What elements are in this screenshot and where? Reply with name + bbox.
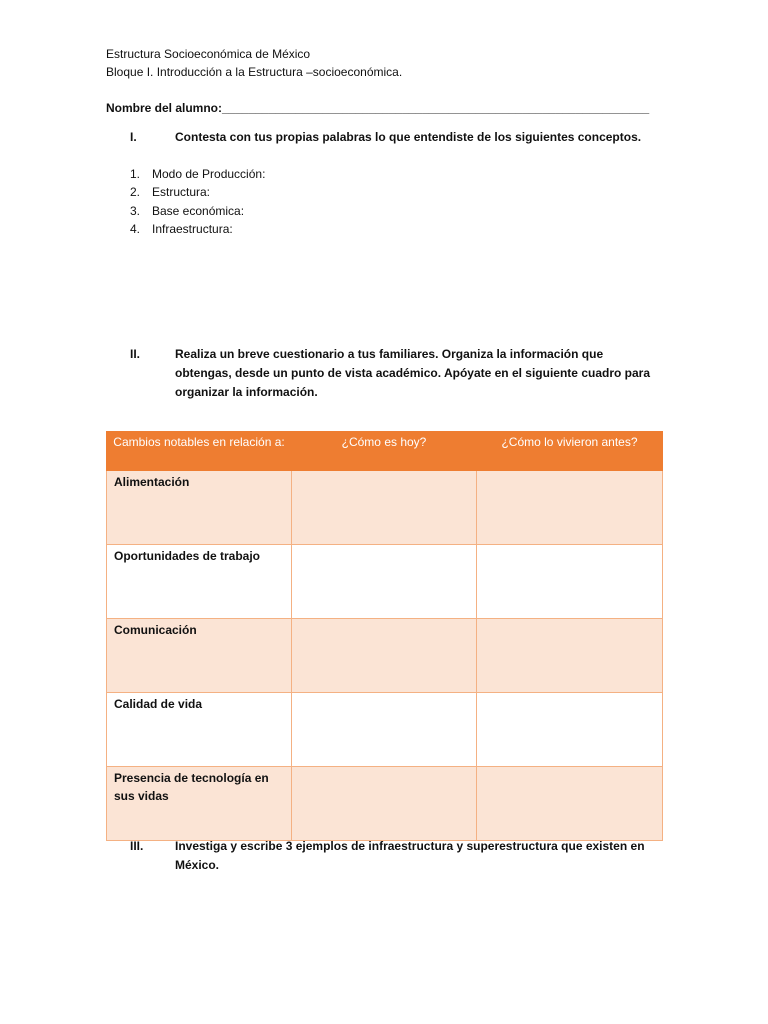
- concept-number: 2.: [130, 185, 141, 199]
- answer-cell-before[interactable]: [477, 693, 663, 767]
- section-1-numeral: I.: [130, 130, 137, 144]
- table-header-row: [107, 432, 663, 471]
- section-1-instruction: Contesta con tus propias palabras lo que entendiste de los siguientes conceptos.: [175, 130, 642, 144]
- answer-cell-today[interactable]: [292, 545, 477, 619]
- row-label: Calidad de vida: [107, 693, 292, 767]
- row-label: Comunicación: [107, 619, 292, 693]
- answer-cell-today[interactable]: [292, 767, 477, 841]
- section-2-numeral: II.: [130, 347, 141, 361]
- concept-item: [130, 165, 265, 183]
- answer-cell-today[interactable]: [292, 619, 477, 693]
- table-row: [107, 693, 663, 767]
- answer-cell-today[interactable]: [292, 471, 477, 545]
- concept-item: [130, 202, 244, 220]
- answer-cell-before[interactable]: [477, 619, 663, 693]
- table-row: [107, 767, 663, 841]
- row-label: Oportunidades de trabajo: [107, 545, 292, 619]
- answer-cell-before[interactable]: [477, 471, 663, 545]
- concept-number: 3.: [130, 204, 141, 218]
- answer-cell-before[interactable]: [477, 545, 663, 619]
- answer-cell-before[interactable]: [477, 767, 663, 841]
- block-title: Bloque I. Introducción a la Estructura –socioeconómica.: [106, 65, 403, 79]
- table-header-cell: ¿Cómo lo vivieron antes?: [477, 432, 663, 471]
- concept-label: Infraestructura:: [152, 222, 233, 236]
- table-row: [107, 619, 663, 693]
- section-3-instruction: Investiga y escribe 3 ejemplos de infraestructura y superestructura que existen en México.: [175, 839, 645, 872]
- section-3-numeral: III.: [130, 839, 144, 853]
- table-row: [107, 545, 663, 619]
- table-row: [107, 471, 663, 545]
- concept-number: 1.: [130, 167, 141, 181]
- concept-label: Modo de Producción:: [152, 167, 266, 181]
- survey-table: [106, 431, 663, 841]
- concept-number: 4.: [130, 222, 141, 236]
- answer-cell-today[interactable]: [292, 693, 477, 767]
- course-title: Estructura Socioeconómica de México: [106, 47, 311, 61]
- concept-item: [130, 183, 210, 201]
- table-header-cell: ¿Cómo es hoy?: [292, 432, 477, 471]
- concept-item: [130, 220, 233, 238]
- row-label: Alimentación: [107, 471, 292, 545]
- student-name-line: Nombre del alumno:________________________________________________________________: [106, 101, 650, 115]
- table-header-cell: Cambios notables en relación a:: [107, 432, 292, 471]
- row-label: Presencia de tecnología en sus vidas: [107, 767, 292, 841]
- concept-label: Estructura:: [152, 185, 211, 199]
- section-2-instruction: Realiza un breve cuestionario a tus familiares. Organiza la información que obtengas, desde un punto de vista académico. Apóyate en el siguiente cuadro para organizar la información.: [175, 347, 651, 399]
- concept-label: Base económica:: [152, 204, 245, 218]
